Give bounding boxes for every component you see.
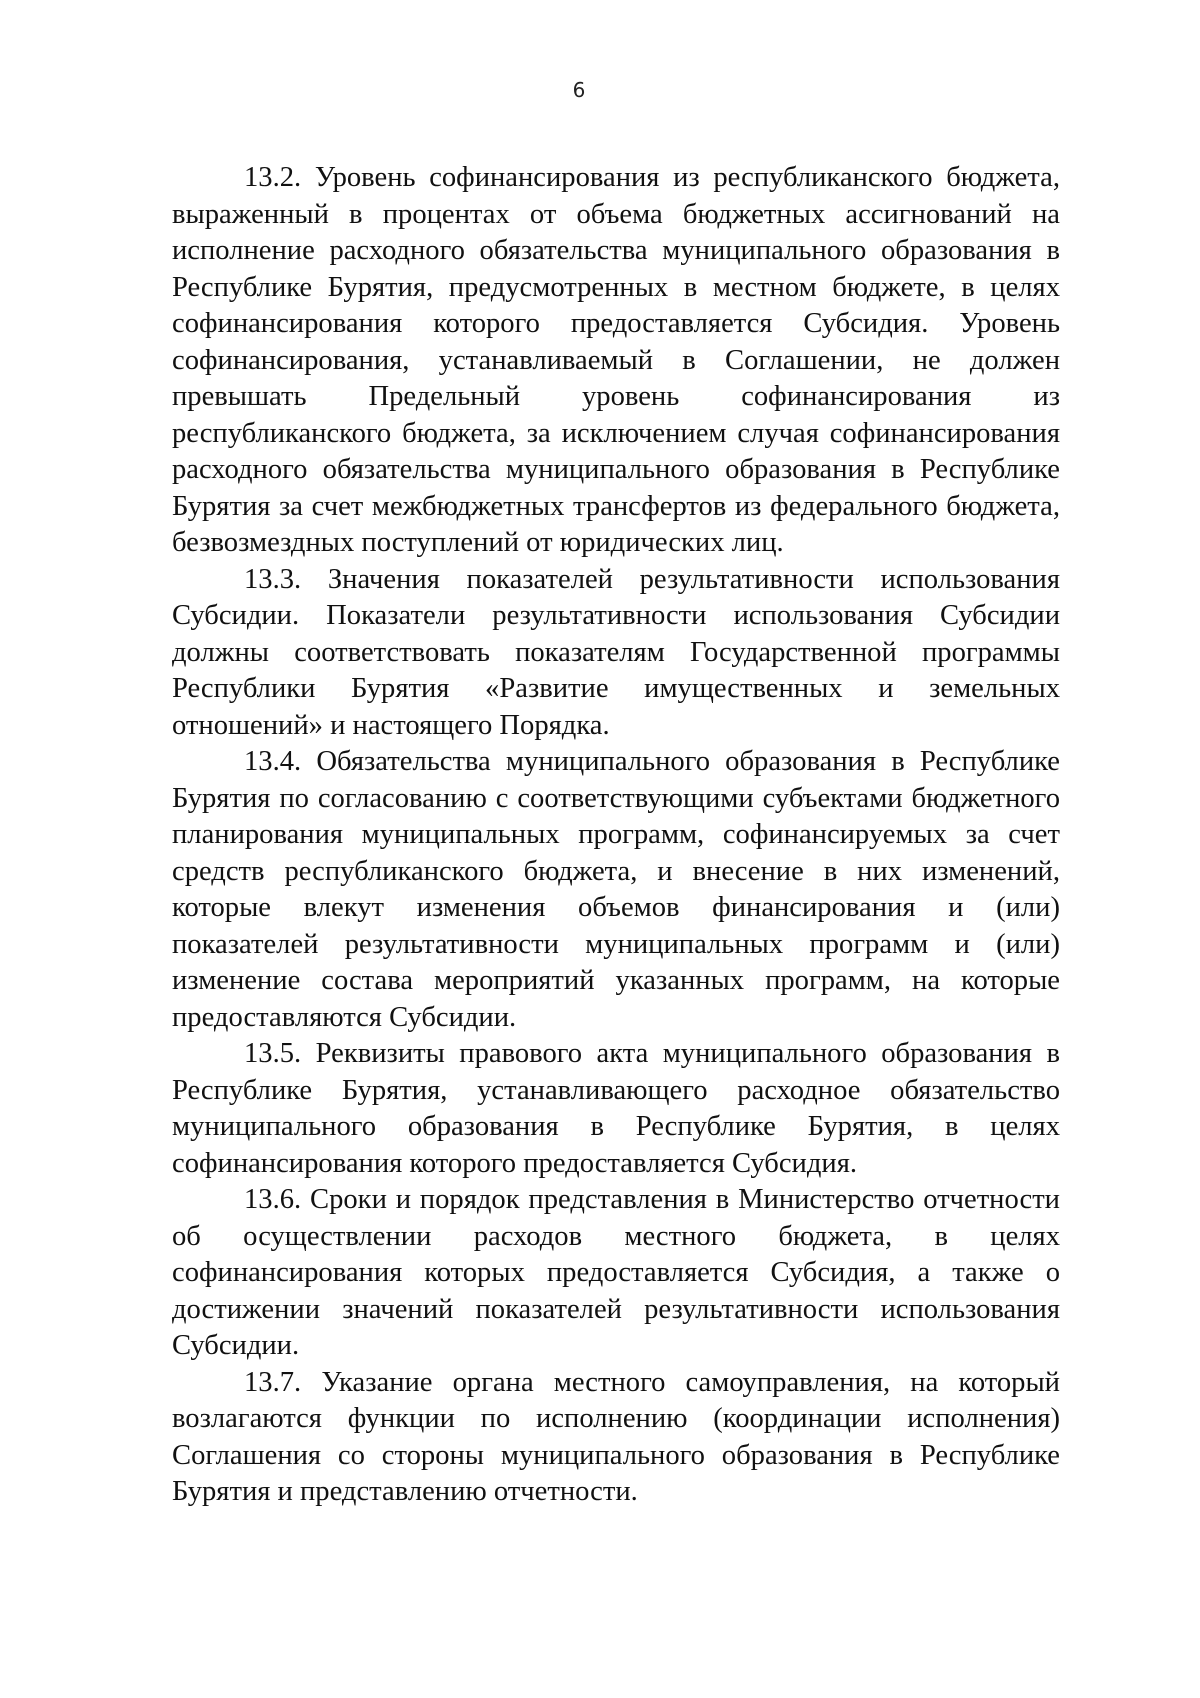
paragraph-13-5: 13.5. Реквизиты правового акта муниципального образования в Республике Бурятия, устанавливающего расходное обязательство муниципального образования в Республике Бурятия, в целях софинансирования которого предоставляется Субсидия. (172, 1038, 1060, 1179)
paragraph-13-3: 13.3. Значения показателей результативности использования Субсидии. Показатели результативности использования Субсидии должны соответствовать показателям Государственной программы Республики Бурятия «Развитие имущественных и земельных отношений» и настоящего Порядка. (172, 563, 1060, 741)
paragraph-13-4: 13.4. Обязательства муниципального образования в Республике Бурятия по согласованию с соответствующими субъектами бюджетного планирования муниципальных программ, софинансируемых за счет средств республиканского бюджета, и внесение в них изменений, которые влекут изменения объемов финансирования и (или) показателей результативности муниципальных программ и (или) изменение состава мероприятий указанных программ, на которые предоставляются Субсидии. (172, 746, 1060, 1033)
paragraph-13-6: 13.6. Сроки и порядок представления в Министерство отчетности об осуществлении расходов местного бюджета, в целях софинансирования которых предоставляется Субсидия, а также о достижении значений показателей результативности использования Субсидии. (172, 1184, 1060, 1361)
page-number: 6 (572, 78, 586, 102)
paragraph-13-2: 13.2. Уровень софинансирования из республиканского бюджета, выраженный в процентах от объема бюджетных ассигнований на исполнение расходного обязательства муниципального образования в Республике Бурятия, предусмотренных в местном бюджете, в целях софинансирования которого предоставляется Субсидия. Уровень софинансирования, устанавливаемый в Соглашении, не должен превышать Предельный уровень софинансирования из республиканского бюджета, за исключением случая софинансирования расходного обязательства муниципального образования в Республике Бурятия за счет межбюджетных трансфертов из федерального бюджета, безвозмездных поступлений от юридических лиц. (172, 162, 1060, 558)
paragraph-13-7: 13.7. Указание органа местного самоуправления, на который возлагаются функции по исполнению (координации исполнения) Соглашения со стороны муниципального образования в Республике Бурятия и представлению отчетности. (172, 1366, 1060, 1507)
document-body (172, 160, 1060, 1511)
